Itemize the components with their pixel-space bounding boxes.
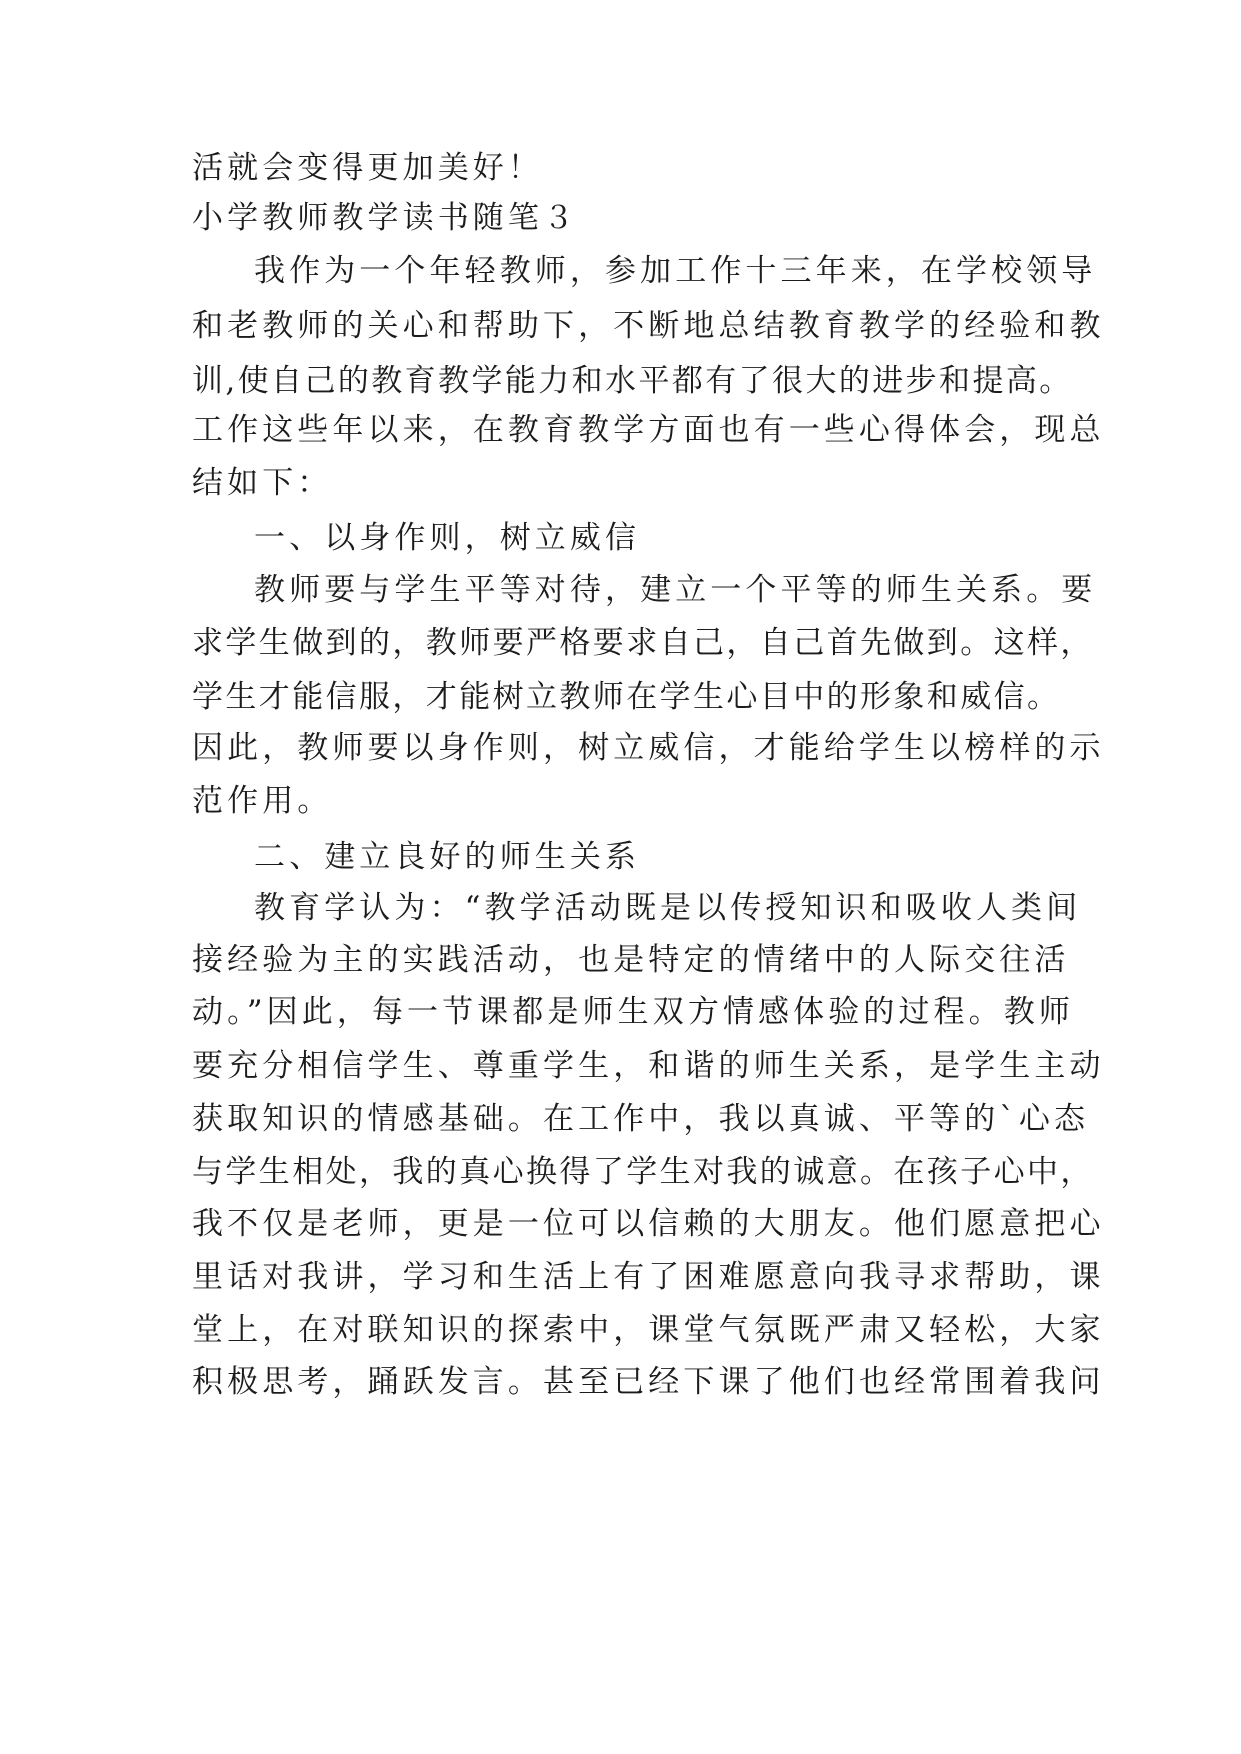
- text-line: 活就会变得更加美好！: [192, 150, 543, 186]
- text-line: 与学生相处，我的真心换得了学生对我的诚意。在孩子心中，: [192, 1154, 1094, 1190]
- text-line: 因此，教师要以身作则，树立威信，才能给学生以榜样的示: [192, 730, 1105, 766]
- text-line: 要充分相信学生、尊重学生，和谐的师生关系，是学生主动: [192, 1048, 1105, 1084]
- text-line: 教育学认为：“教学活动既是以传授知识和吸收人类间: [254, 890, 1082, 926]
- text-line: 我作为一个年轻教师，参加工作十三年来，在学校领导: [254, 253, 1097, 289]
- text-line: 和老教师的关心和帮助下，不断地总结教育教学的经验和教: [192, 308, 1105, 344]
- text-line: 里话对我讲，学习和生活上有了困难愿意向我寻求帮助，课: [192, 1259, 1105, 1295]
- subheading: 一、以身作则，树立威信: [254, 520, 641, 556]
- text-line: 结如下：: [192, 465, 333, 501]
- section-heading: 小学教师教学读书随笔３: [192, 200, 579, 236]
- text-line: 工作这些年以来，在教育教学方面也有一些心得体会，现总: [192, 412, 1105, 448]
- text-line: 堂上，在对联知识的探索中，课堂气氛既严肃又轻松，大家: [192, 1312, 1105, 1348]
- text-line: 范作用。: [192, 783, 333, 819]
- text-line: 动。”因此，每一节课都是师生双方情感体验的过程。教师: [192, 994, 1074, 1030]
- text-line: 接经验为主的实践活动，也是特定的情绪中的人际交往活: [192, 942, 1070, 978]
- text-line: 获取知识的情感基础。在工作中，我以真诚、平等的`心态: [192, 1101, 1090, 1137]
- text-line: 求学生做到的，教师要严格要求自己，自己首先做到。这样，: [192, 625, 1094, 661]
- text-line: 教师要与学生平等对待，建立一个平等的师生关系。要: [254, 572, 1097, 608]
- subheading: 二、建立良好的师生关系: [254, 839, 641, 875]
- text-line: 学生才能信服，才能树立教师在学生心目中的形象和威信。: [192, 679, 1061, 715]
- text-line: 我不仅是老师，更是一位可以信赖的大朋友。他们愿意把心: [192, 1206, 1105, 1242]
- text-line: 训,使自己的教育教学能力和水平都有了很大的进步和提高。: [192, 363, 1073, 399]
- text-line: 积极思考，踊跃发言。甚至已经下课了他们也经常围着我问: [192, 1364, 1105, 1400]
